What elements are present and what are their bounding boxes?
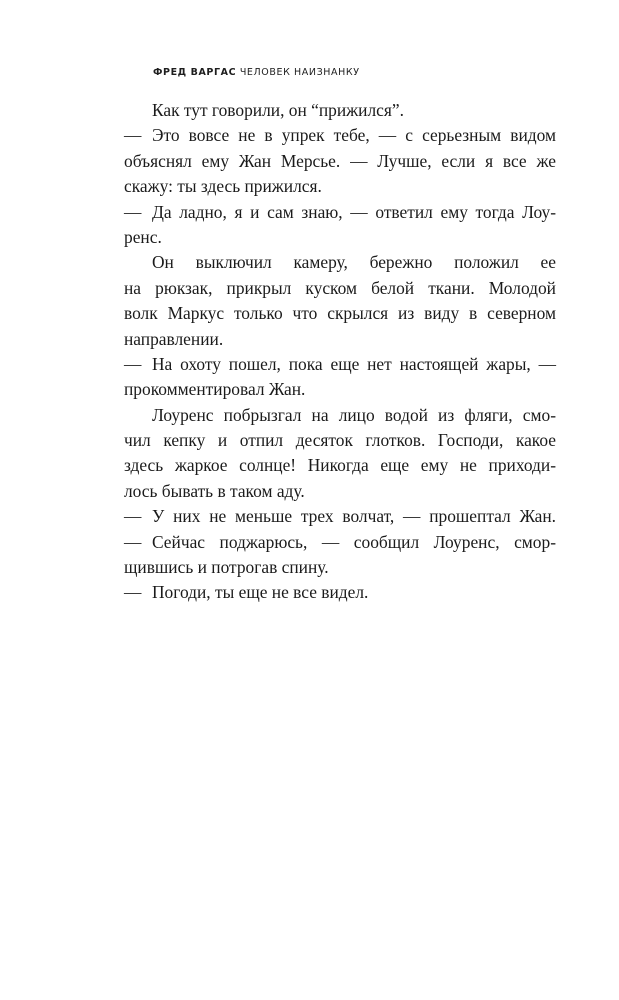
text-line: волк Маркус только что скрылся из виду в северном <box>124 303 556 324</box>
text-line: — Это вовсе не в упрек тебе, — с серьезным видом <box>124 123 556 148</box>
running-head <box>153 67 360 78</box>
text-line: — У них не меньше трех волчат, — прошептал Жан. <box>124 504 556 529</box>
text-line: Он выключил камеру, бережно положил ее <box>152 252 556 273</box>
text-line: — Сейчас поджарюсь, — сообщил Лоуренс, смор- <box>124 530 556 555</box>
text-line: лось бывать в таком аду. <box>124 480 305 501</box>
dialogue-dash: — <box>124 531 142 552</box>
text-line: чил кепку и отпил десяток глотков. Господи, какое <box>124 430 556 451</box>
text-line: Как тут говорили, он “прижился”. <box>152 100 404 120</box>
text-line: — На охоту пошел, пока еще нет настоящей жары, — <box>124 352 556 377</box>
running-head-author: ФРЕД ВАРГАС <box>153 67 237 78</box>
dialogue-dash: — <box>124 125 142 146</box>
text-line: на рюкзак, прикрыл куском белой ткани. Молодой <box>124 277 556 298</box>
text-line: объяснял ему Жан Мерсье. — Лучше, если я все же <box>124 150 556 171</box>
dialogue-dash: — <box>124 582 142 603</box>
text-line: — Да ладно, я и сам знаю, — ответил ему тогда Лоу- <box>124 200 556 225</box>
text-line: прокомментировал Жан. <box>124 379 306 400</box>
text-line: Лоуренс побрызгал на лицо водой из фляги, смо- <box>152 404 556 425</box>
running-head-title: ЧЕЛОВЕК НАИЗНАНКУ <box>239 67 360 78</box>
dialogue-dash: — <box>124 201 142 222</box>
dialogue-dash: — <box>124 506 142 527</box>
text-line: здесь жаркое солнце! Никогда еще ему не приходи- <box>124 455 556 476</box>
text-line: ренс. <box>124 226 162 247</box>
page-body <box>124 98 556 606</box>
text-line: направлении. <box>124 328 224 349</box>
text-line: щившись и потрогав спину. <box>124 557 329 578</box>
text-line: скажу: ты здесь прижился. <box>124 176 322 197</box>
dialogue-dash: — <box>124 353 142 374</box>
text-line: — Погоди, ты еще не все видел. <box>124 580 556 605</box>
